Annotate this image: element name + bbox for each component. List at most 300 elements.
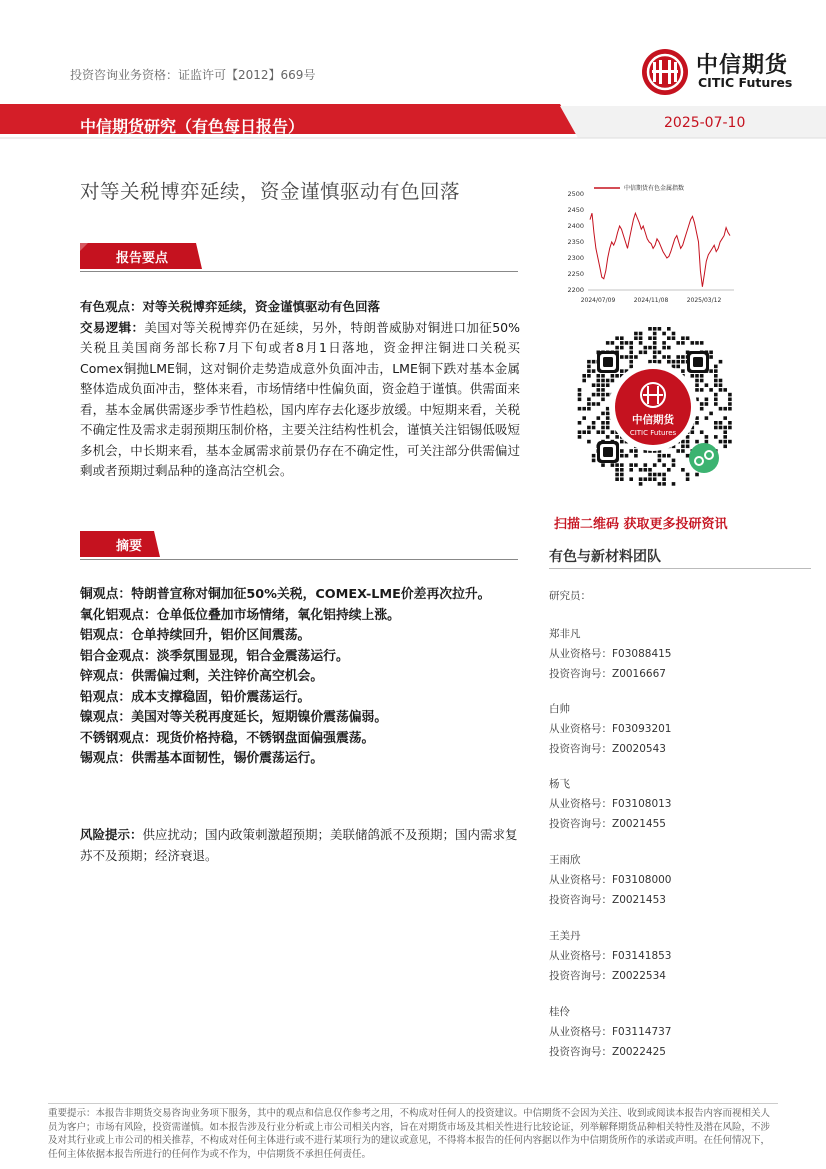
qr-module [592,360,596,364]
qr-module [611,374,615,378]
qr-module [681,445,685,449]
qr-module [658,360,662,364]
qr-module [709,355,713,359]
qr-module [700,407,704,411]
qr-module [592,393,596,397]
qr-module [601,463,605,467]
qr-module [606,412,610,416]
qr-module [597,374,601,378]
qr-module [700,402,704,406]
qr-module [695,379,699,383]
qr-module [634,463,638,467]
qr-module [629,355,633,359]
qr-module [700,341,704,345]
qr-module [587,365,591,369]
researcher-qualification: 从业资格号：F03114737 [549,1026,672,1038]
qr-module [723,407,727,411]
qr-module [597,402,601,406]
qr-module [667,327,671,331]
key-points-body [80,297,520,482]
qr-module [705,398,709,402]
report-title: 对等关税博弈延续，资金谨慎驱动有色回落 [80,180,461,203]
qr-module [620,473,624,477]
qr-module [606,379,610,383]
qr-module [615,463,619,467]
qr-finder-pattern [603,447,613,457]
qr-module [620,341,624,345]
researcher-name: 王雨欣 [549,854,581,866]
qr-module [653,327,657,331]
qr-module [719,421,723,425]
x-tick-label: 2025/03/12 [686,297,722,304]
qr-module [691,430,695,434]
qr-module [615,468,619,472]
researcher-qualification: 从业资格号：F03108013 [549,798,672,810]
qr-module [681,341,685,345]
qr-module [714,435,718,439]
qr-module [653,341,657,345]
researcher-name: 桂伶 [549,1006,570,1018]
qr-module [676,449,680,453]
qr-module [639,351,643,355]
view-text: 对等关税博弈延续，资金谨慎驱动有色回落 [142,299,381,314]
qr-module [653,336,657,340]
qr-module [719,360,723,364]
qr-module [719,440,723,444]
qr-module [578,435,582,439]
qr-module [672,336,676,340]
logic-label: 交易逻辑： [80,319,145,335]
researcher-qualification: 从业资格号：F03088415 [549,648,672,660]
qr-module [601,379,605,383]
qr-module [662,332,666,336]
qr-module [728,426,732,430]
qr-module [728,398,732,402]
qr-module [587,430,591,434]
qr-code-image [568,322,738,492]
qr-module [709,412,713,416]
qr-module [629,468,633,472]
qr-module [620,449,624,453]
qr-module [658,327,662,331]
qr-module [681,468,685,472]
qr-module [653,463,657,467]
qr-module [601,426,605,430]
qr-module [578,407,582,411]
qr-module [615,374,619,378]
qr-module [648,346,652,350]
qr-module [653,360,657,364]
qr-module [634,336,638,340]
qr-module [653,477,657,481]
qr-module [723,435,727,439]
qr-module [606,421,610,425]
qr-module [582,430,586,434]
qr-module [686,445,690,449]
qr-module [705,402,709,406]
qr-module [582,374,586,378]
qr-module [597,388,601,392]
qr-module [719,383,723,387]
qr-module [723,440,727,444]
y-tick-label: 2200 [567,286,584,294]
qr-module [681,369,685,373]
qr-module [648,477,652,481]
qr-module [629,360,633,364]
qr-module [611,341,615,345]
qr-module [714,393,718,397]
qr-module [597,393,601,397]
qr-module [653,351,657,355]
qr-module [601,383,605,387]
qr-logo-en: CITIC Futures [629,429,677,437]
qr-module [601,393,605,397]
qr-module [648,336,652,340]
researcher-advisor-no: 投资咨询号：Z0022425 [549,1046,666,1058]
qr-module [662,454,666,458]
qr-module [625,355,629,359]
summary-item: 铝观点：仓单持续回升，铝价区间震荡。 [80,628,311,643]
qr-module [578,388,582,392]
qr-module [695,473,699,477]
qr-module [620,346,624,350]
summary-item: 锌观点：供需偏过剩，关注锌价高空机会。 [80,669,324,684]
qr-module [606,393,610,397]
researcher-card [549,624,809,684]
qr-module [592,426,596,430]
researcher-card [549,926,809,986]
qr-module [695,388,699,392]
qr-module [695,440,699,444]
qr-module [597,379,601,383]
qr-module [611,463,615,467]
qr-module [658,351,662,355]
qr-module [723,445,727,449]
summary-item: 铜观点：特朗普宣称对铜加征50%关税，COMEX-LME价差再次拉升。 [80,587,491,602]
risk-label: 风险提示： [80,827,143,842]
researcher-advisor-no: 投资咨询号：Z0016667 [549,668,666,680]
qr-module [723,426,727,430]
team-name: 有色与新材料团队 [549,549,661,565]
qr-module [611,430,615,434]
qr-module [714,383,718,387]
researcher-qualification: 从业资格号：F03108000 [549,874,672,886]
qr-module [714,379,718,383]
qr-module [587,440,591,444]
qr-module [658,459,662,463]
qr-module [723,430,727,434]
qr-module [601,398,605,402]
qr-module [667,336,671,340]
metal-index-chart [556,180,741,310]
qr-module [620,468,624,472]
qr-module [714,402,718,406]
summary-list [80,585,522,770]
risk-text: 供应扰动；国内政策刺激超预期；美联储鸽派不及预期；国内需求复苏不及预期；经济衰退。 [80,827,518,863]
qr-module [714,398,718,402]
logic-text: 美国对等关税博弈仍在延续，另外，特朗普威胁对铜进口加征50%关税且美国商务部长称7月下旬或者8月1日落地，资金押注铜进口关税买Comex铜抛LME铜，这对铜价走势造成意外负面冲击，LME铜下跌对基本金属整体造成负面冲击，整体来看，市场情绪中性偏负面，资金趋于谨慎。供需面来看，基本金属供需逐步季节性趋松，国内库存去化逐步放缓。中短期来看，关税不确定性及需求走弱预期压制价格，主要关注结构性机会，谨慎关注铝锡低吸短多机会，中长期来看，基本金属需求前景仍存在不确定性，可关注部分供需偏过剩或者预期过剩品种的逢高沽空机会。 [80,319,520,478]
qr-module [592,402,596,406]
qr-module [705,435,709,439]
qr-module [587,369,591,373]
qr-module [620,440,624,444]
qr-module [705,383,709,387]
qr-module [695,383,699,387]
qr-module [714,365,718,369]
qr-module [658,473,662,477]
qr-module [719,407,723,411]
qr-module [578,421,582,425]
qr-module [653,346,657,350]
qr-module [606,416,610,420]
qr-module [662,482,666,486]
qr-module [648,327,652,331]
section-divider [80,559,518,560]
researcher-qualification: 从业资格号：F03093201 [549,723,672,735]
researcher-name: 白帅 [549,703,570,715]
qr-module [592,369,596,373]
qr-module [644,346,648,350]
footer-divider [48,1103,778,1104]
qr-module [578,393,582,397]
y-tick-label: 2250 [567,270,584,278]
researcher-card [549,850,809,910]
qr-module [648,468,652,472]
qr-module [629,477,633,481]
view-label: 有色观点： [80,299,143,314]
qr-module [639,341,643,345]
summary-item: 不锈钢观点：现货价格持稳，不锈钢盘面偏强震荡。 [80,730,375,746]
qr-module [578,398,582,402]
qr-code[interactable] [568,322,738,492]
key-points-header [80,243,518,273]
citic-logo-icon [640,47,690,97]
qr-module [719,379,723,383]
report-date: 2025-07-10 [664,115,746,131]
qr-module [615,477,619,481]
qr-module [658,454,662,458]
qr-module [644,468,648,472]
qr-module [620,454,624,458]
y-tick-label: 2500 [567,190,584,198]
qr-module [662,477,666,481]
qr-module [620,355,624,359]
qr-module [662,473,666,477]
qr-module [582,379,586,383]
qr-module [639,468,643,472]
qr-module [606,426,610,430]
qr-module [667,355,671,359]
qr-module [686,454,690,458]
y-tick-label: 2450 [567,206,584,214]
qr-module [691,341,695,345]
qr-module [644,463,648,467]
qr-module [601,412,605,416]
qr-module [723,416,727,420]
summary-item: 铅观点：成本支撑稳固，铅价震荡运行。 [80,689,311,705]
qr-module [728,393,732,397]
qr-module [700,388,704,392]
qr-module [587,407,591,411]
qr-module [644,351,648,355]
qr-module [719,388,723,392]
qr-module [700,430,704,434]
qr-module [597,430,601,434]
logo-chinese: 中信期货 [696,53,789,78]
researcher-label: 研究员： [549,590,591,602]
qr-module [606,407,610,411]
qr-module [629,341,633,345]
qr-module [681,336,685,340]
qr-module [587,374,591,378]
qr-module [625,341,629,345]
qr-module [709,369,713,373]
qr-module [639,332,643,336]
qr-module [629,365,633,369]
qr-finder-pattern [693,357,703,367]
researcher-card [549,1002,809,1062]
report-banner [0,104,826,142]
key-points-label: 报告要点 [116,251,169,266]
summary-label: 摘要 [116,539,143,554]
qr-module [648,473,652,477]
y-tick-label: 2400 [567,222,584,230]
qr-module [667,454,671,458]
researcher-card [549,774,809,834]
qr-module [620,477,624,481]
qr-module [601,430,605,434]
qr-module [625,454,629,458]
team-divider [549,568,811,569]
researcher-qualification: 从业资格号：F03141853 [549,950,672,962]
summary-item: 锡观点：供需基本面韧性，锡价震荡运行。 [80,751,324,766]
qr-module [629,346,633,350]
qr-module [634,332,638,336]
summary-item: 铝合金观点：淡季氛围显现，铝合金震荡运行。 [80,648,349,664]
qr-module [714,421,718,425]
qr-module [728,421,732,425]
researcher-name: 王美丹 [549,930,581,942]
legend-label: 中信期货有色金属指数 [624,185,685,192]
license-text: 投资咨询业务资格：证监许可【2012】669号 [70,68,316,82]
qr-module [681,355,685,359]
qr-logo-cn: 中信期货 [632,414,674,426]
qr-module [587,426,591,430]
qr-module [587,360,591,364]
section-divider [80,271,518,272]
qr-module [606,341,610,345]
researcher-advisor-no: 投资咨询号：Z0020543 [549,743,666,755]
qr-module [592,459,596,463]
qr-caption: 扫描二维码 获取更多投研资讯 [554,517,728,532]
qr-module [601,421,605,425]
qr-module [672,463,676,467]
qr-module [611,379,615,383]
qr-module [620,336,624,340]
researcher-advisor-no: 投资咨询号：Z0021455 [549,818,666,830]
qr-module [662,355,666,359]
x-tick-label: 2024/11/08 [633,297,669,304]
qr-module [634,355,638,359]
qr-module [667,468,671,472]
qr-module [639,477,643,481]
qr-module [662,463,666,467]
qr-module [653,332,657,336]
qr-module [695,341,699,345]
qr-module [639,336,643,340]
qr-module [695,421,699,425]
qr-module [672,332,676,336]
summary-header [80,531,518,561]
qr-module [629,449,633,453]
logo-english: CITIC Futures [698,75,793,90]
banner-title: 中信期货研究（有色每日报告） [80,117,305,136]
citic-futures-logo [640,44,810,100]
qr-module [709,351,713,355]
qr-module [597,383,601,387]
chart-svg [556,180,741,310]
summary-item: 氧化铝观点：仓单低位叠加市场情绪，氧化铝持续上涨。 [80,607,400,623]
researcher-name: 杨飞 [549,778,570,790]
qr-module [709,388,713,392]
y-tick-label: 2350 [567,238,584,246]
qr-module [615,473,619,477]
researcher-card [549,699,809,759]
qr-module [629,463,633,467]
qr-module [714,426,718,430]
qr-module [686,336,690,340]
qr-module [597,416,601,420]
researcher-advisor-no: 投资咨询号：Z0021453 [549,894,666,906]
disclaimer-text: 重要提示：本报告非期货交易咨询业务项下服务，其中的观点和信息仅作参考之用，不构成对任何人的投资建议。中信期货不会因为关注、收到或阅读本报告内容而视相关人员为客户；市场有风险，投资需谨慎。如本报告涉及行业分析或上市公司相关内容，旨在对期货市场及其相关性进行比较论证，列举解释期货品种相关特性及潜在风险，不涉及对其行业或上市公司的相关推荐，不构成对任何主体进行或不进行某项行为的建议或意见，不得将本报告的任何内容据以作为中信期货所作的承诺或声明。在任何情况下，任何主体依据本报告所进行的任何作为或不作为，中信期货不承担任何责任。 [48,1108,771,1160]
qr-module [686,473,690,477]
logic-paragraph [80,318,520,482]
qr-module [662,341,666,345]
qr-module [615,346,619,350]
qr-module [592,421,596,425]
qr-module [653,473,657,477]
researcher-name: 郑非凡 [549,628,581,640]
qr-module [592,454,596,458]
qr-module [695,374,699,378]
qr-module [592,383,596,387]
qr-module [686,440,690,444]
view-line [80,297,520,318]
qr-module [601,374,605,378]
qr-module [582,416,586,420]
qr-module [719,426,723,430]
qr-module [700,379,704,383]
qr-finder-pattern [603,357,613,367]
qr-module [681,449,685,453]
qr-module [676,360,680,364]
qr-module [634,449,638,453]
qr-module [705,416,709,420]
researcher-advisor-no: 投资咨询号：Z0022534 [549,970,666,982]
qr-module [653,355,657,359]
qr-module [667,360,671,364]
qr-module [582,407,586,411]
qr-module [714,374,718,378]
qr-module [728,440,732,444]
qr-module [601,388,605,392]
qr-module [639,482,643,486]
qr-module [662,346,666,350]
qr-module [620,369,624,373]
qr-module [615,336,619,340]
qr-module [587,398,591,402]
qr-module [658,482,662,486]
